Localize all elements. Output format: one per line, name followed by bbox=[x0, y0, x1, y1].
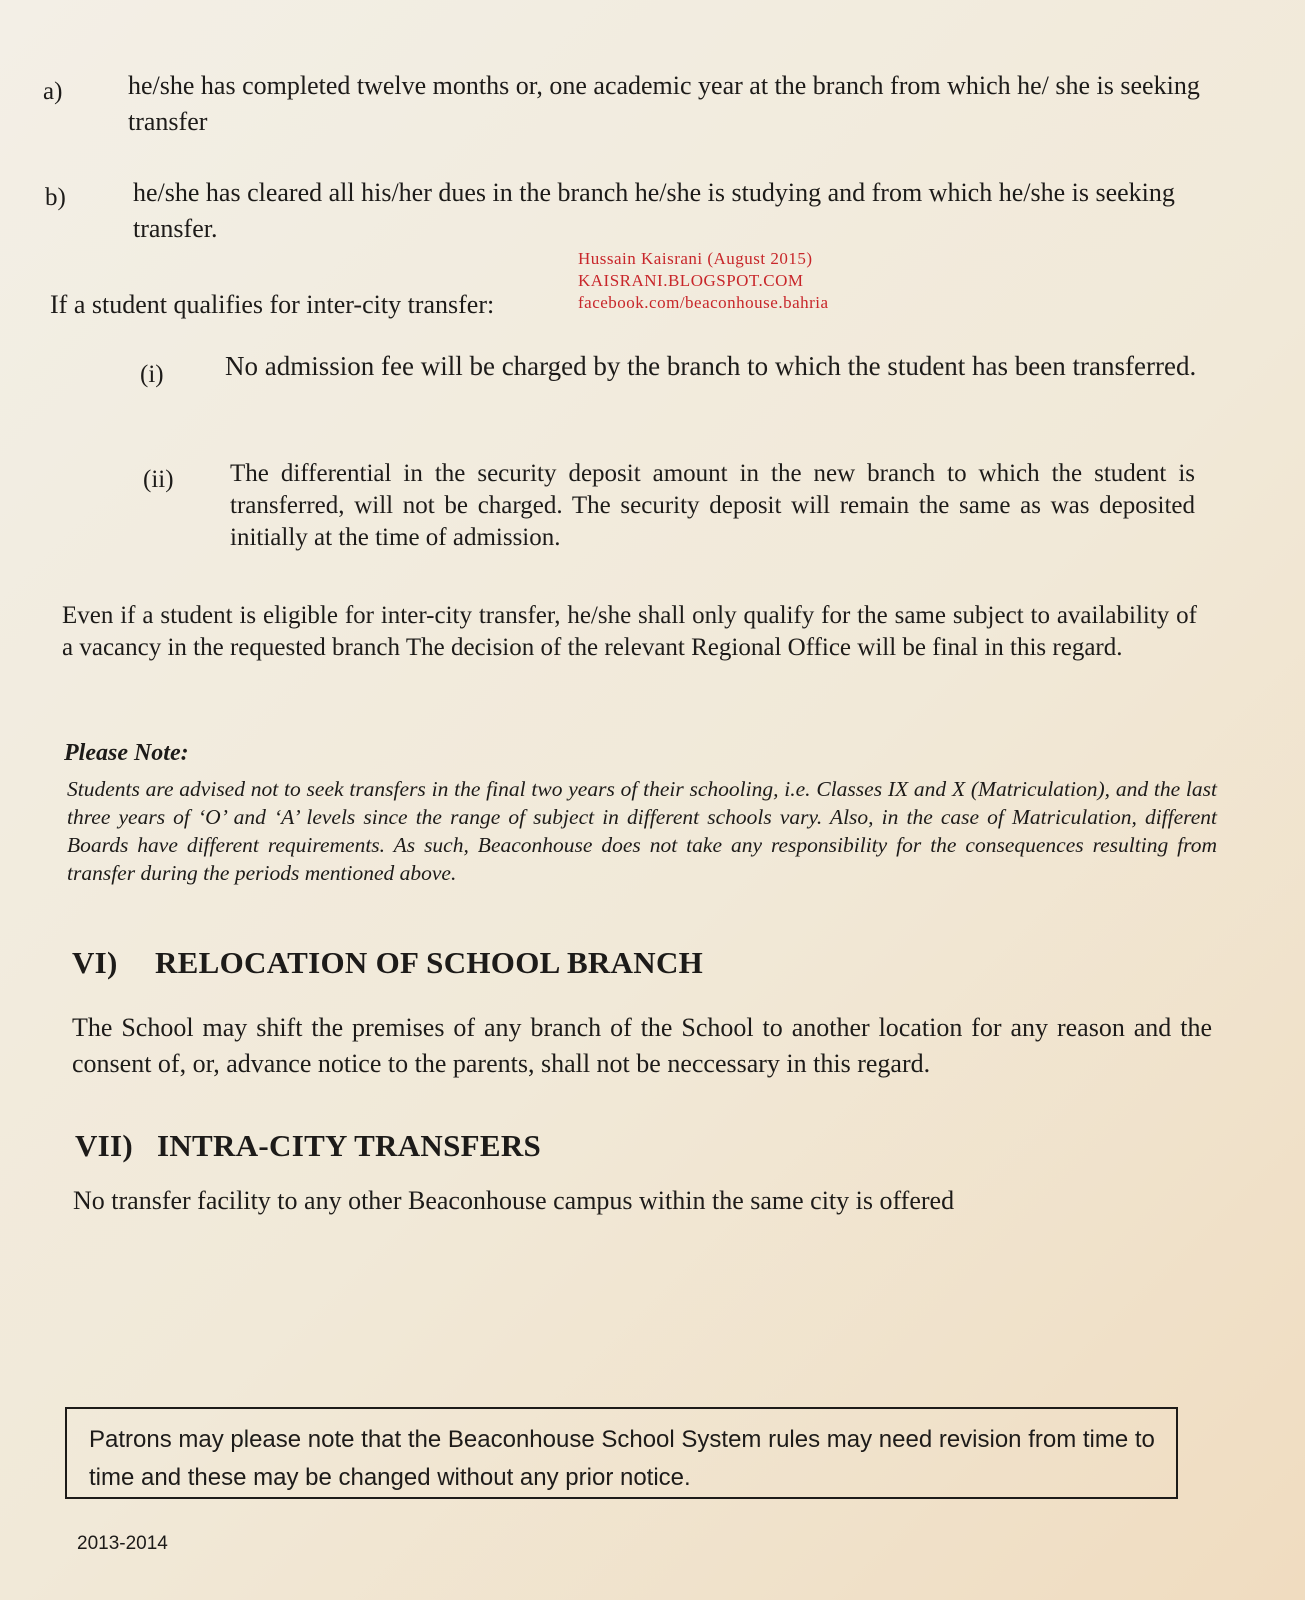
section-vi-number: VI) bbox=[72, 945, 118, 980]
notice-box bbox=[65, 1407, 1178, 1499]
condition-a-text: he/she has completed twelve months or, one academic year at the branch from which he/ she is seeking transfer bbox=[128, 71, 1200, 136]
watermark-line-1: Hussain Kaisrani (August 2015) bbox=[578, 249, 813, 268]
condition-b-marker: b) bbox=[45, 184, 66, 211]
please-note-body: Students are advised not to seek transfers in the final two years of their schooling, i.e. Classes IX and X (Matriculation), and the last three years of ‘O’ and ‘A’ levels since the range of subject in different schools vary. Also, in the case of Matriculation, different Boards have different requirements. As such, Beaconhouse does not take any responsibility for the consequences resulting from transfer during the periods mentioned above. bbox=[67, 777, 1217, 885]
watermark-line-2: KAISRANI.BLOGSPOT.COM bbox=[578, 271, 804, 290]
benefit-i-text: No admission fee will be charged by the branch to which the student has been transferred. bbox=[225, 351, 1197, 381]
benefit-ii-text: The differential in the security deposit amount in the new branch to which the student is transferred, will not be charged. The security deposit will remain the same as was deposited initially at the time of admission. bbox=[230, 460, 1195, 551]
section-vi-body: The School may shift the premises of any branch of the School to another location for any reason and the consent of, or, advance notice to the parents, shall not be neccessary in this regard. bbox=[72, 1013, 1212, 1078]
footer-year: 2013-2014 bbox=[77, 1533, 168, 1554]
condition-a-marker: a) bbox=[43, 78, 63, 105]
eligibility-paragraph: Even if a student is eligible for inter-city transfer, he/she shall only qualify for the same subject to availability of a vacancy in the requested branch The decision of the relevant Regional Office will be final in this regard. bbox=[62, 602, 1197, 661]
condition-b-text: he/she has cleared all his/her dues in the branch he/she is studying and from which he/she is seeking transfer. bbox=[133, 178, 1175, 243]
notice-box-text: Patrons may please note that the Beaconhouse School System rules may need revision from time to time and these may be changed without any prior notice. bbox=[89, 1426, 1155, 1491]
benefit-i-marker: (i) bbox=[140, 361, 164, 388]
benefit-ii-marker: (ii) bbox=[143, 466, 174, 493]
section-vi-title: RELOCATION OF SCHOOL BRANCH bbox=[155, 945, 704, 980]
please-note-title: Please Note: bbox=[64, 740, 189, 766]
section-vii-number: VII) bbox=[75, 1128, 134, 1163]
section-vii-title: INTRA-CITY TRANSFERS bbox=[157, 1128, 542, 1163]
qualify-intro: If a student qualifies for inter-city transfer: bbox=[50, 290, 495, 319]
watermark-line-3: facebook.com/beaconhouse.bahria bbox=[578, 293, 829, 312]
watermark bbox=[578, 248, 829, 314]
section-vii-body: No transfer facility to any other Beaconhouse campus within the same city is offered bbox=[73, 1186, 955, 1215]
